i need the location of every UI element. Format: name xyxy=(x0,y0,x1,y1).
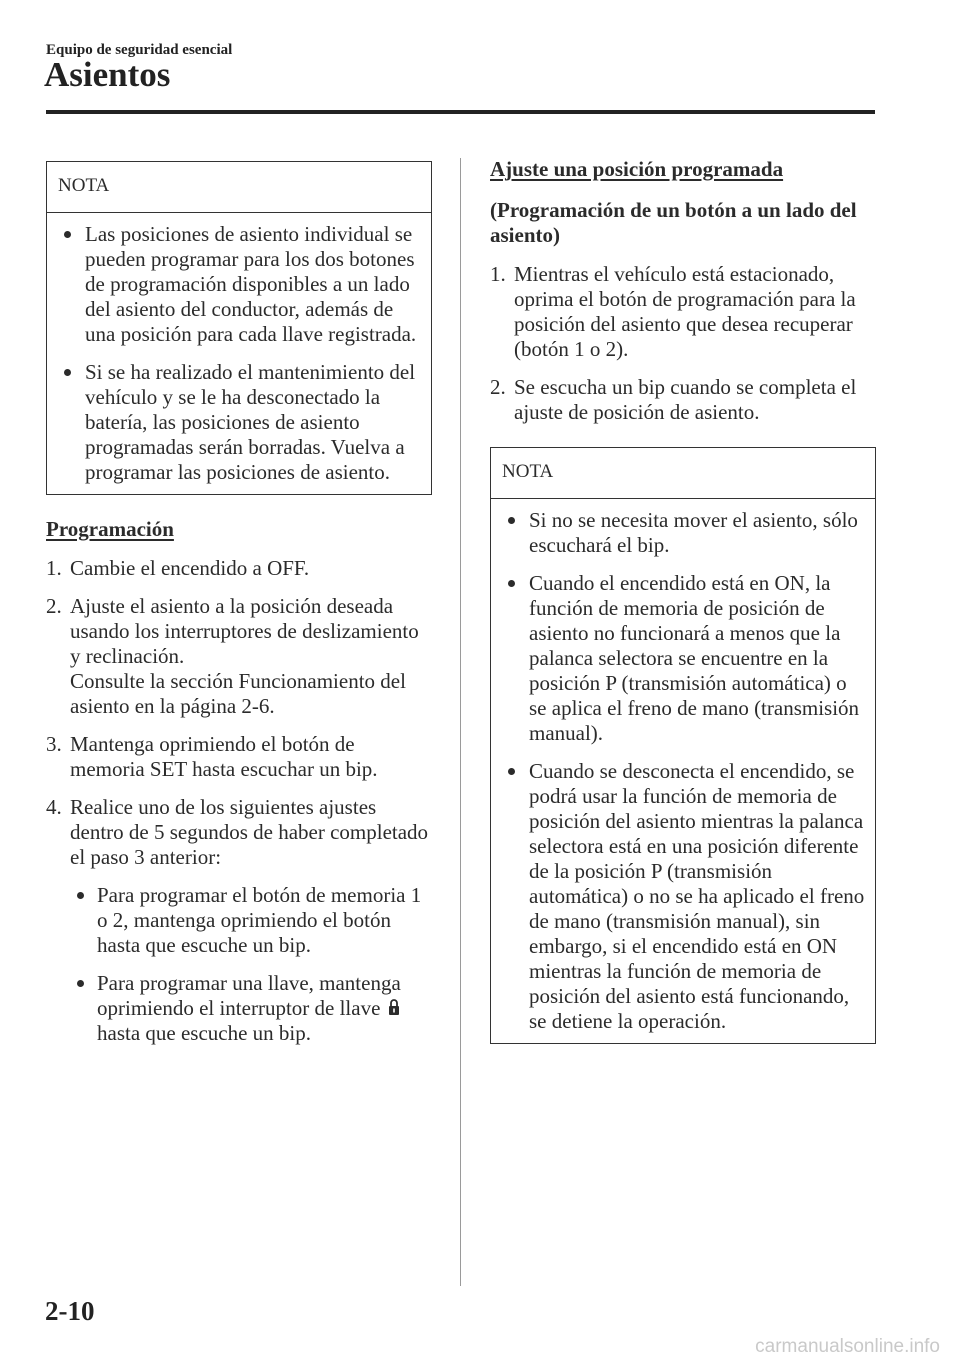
bullet-icon xyxy=(508,580,515,587)
step-number: 1. xyxy=(490,262,506,286)
bullet-icon xyxy=(508,768,515,775)
step-item xyxy=(490,375,876,425)
step-text: Mantenga oprimiendo el botón de memoria SET hasta escuchar un bip. xyxy=(70,732,378,781)
substep-item xyxy=(46,971,432,1046)
watermark: carmanualsonline.info xyxy=(755,1336,940,1357)
nota-body xyxy=(491,499,875,1043)
nota-item-text: Cuando el encendido está en ON, la función de memoria de posición de asiento no funcionará a menos que la palanca selectora se encuentre en la posición P (transmisión automática) o se aplica el freno de mano (transmisión manual). xyxy=(529,571,860,745)
step-reference: Consulte la sección Funcionamiento del asiento en la página 2-6. xyxy=(70,669,406,718)
lock-icon xyxy=(388,998,400,1016)
step-item xyxy=(46,732,432,782)
nota-title: NOTA xyxy=(47,162,431,213)
step-number: 1. xyxy=(46,556,62,580)
bullet-icon xyxy=(77,980,84,987)
step-number: 4. xyxy=(46,795,62,819)
substep-text: Para programar el botón de memoria 1 o 2, mantenga oprimiendo el botón hasta que escuche un bip. xyxy=(97,883,422,957)
nota-title: NOTA xyxy=(491,448,875,499)
step-item xyxy=(46,795,432,870)
page-title: Asientos xyxy=(44,55,171,94)
step-text: Ajuste el asiento a la posición deseada usando los interruptores de deslizamiento y reclinación. xyxy=(70,594,419,668)
nota-item-text: Las posiciones de asiento individual se pueden programar para los dos botones de programación disponibles a un lado del asiento del conductor, además de una posición para cada llave registrada. xyxy=(85,222,417,346)
nota-item-text: Si se ha realizado el mantenimiento del vehículo y se le ha desconectado la batería, las posiciones de asiento programadas serán borradas. Vuelva a programar las posiciones de asiento. xyxy=(85,360,416,484)
subheading: (Programación de un botón a un lado del asiento) xyxy=(490,198,857,247)
nota-item xyxy=(491,759,867,1034)
nota-item-text: Si no se necesita mover el asiento, sólo escuchará el bip. xyxy=(529,508,858,557)
bullet-icon xyxy=(64,369,71,376)
step-text: Cambie el encendido a OFF. xyxy=(70,556,310,580)
substep-item xyxy=(46,883,432,958)
title-rule xyxy=(46,110,875,114)
page-number: 2-10 xyxy=(45,1296,95,1326)
section-label: Equipo de seguridad esencial xyxy=(46,42,233,58)
section-heading-programacion: Programación xyxy=(46,517,174,541)
nota-item xyxy=(47,222,423,347)
column-divider xyxy=(460,158,461,1286)
step-text: Realice uno de los siguientes ajustes dentro de 5 segundos de haber completado el paso 3 anterior: xyxy=(70,795,429,869)
right-column xyxy=(490,157,876,1044)
nota-item xyxy=(491,571,867,746)
step-number: 3. xyxy=(46,732,62,756)
step-number: 2. xyxy=(46,594,62,618)
substep-text-end: hasta que escuche un bip. xyxy=(97,1021,312,1045)
substep-text: Para programar una llave, mantenga oprimiendo el interruptor de llave xyxy=(97,971,401,1020)
step-item xyxy=(490,262,876,362)
step-item xyxy=(46,556,432,581)
nota-box-right xyxy=(490,447,876,1044)
nota-item-text: Cuando se desconecta el encendido, se podrá usar la función de memoria de posición del asiento mientras la palanca selectora está en una posición diferente de la posición P (transmisión automática) o no se ha aplicado el freno de mano (transmisión manual), sin embargo, si el encendido está en ON mientras la función de memoria de posición del asiento está funcionando, se detiene la operación. xyxy=(529,759,865,1033)
step-number: 2. xyxy=(490,375,506,399)
bullet-icon xyxy=(508,517,515,524)
bullet-icon xyxy=(77,892,84,899)
step-text: Se escucha un bip cuando se completa el ajuste de posición de asiento. xyxy=(514,375,857,424)
step-text: Mientras el vehículo está estacionado, oprima el botón de programación para la posición del asiento que desea recuperar (botón 1 o 2). xyxy=(514,262,856,361)
left-column xyxy=(46,161,432,1059)
nota-item xyxy=(491,508,867,558)
step-item xyxy=(46,594,432,719)
section-heading-ajuste: Ajuste una posición programada xyxy=(490,157,784,181)
nota-box-left xyxy=(46,161,432,495)
nota-body xyxy=(47,213,431,494)
bullet-icon xyxy=(64,231,71,238)
nota-item xyxy=(47,360,423,485)
